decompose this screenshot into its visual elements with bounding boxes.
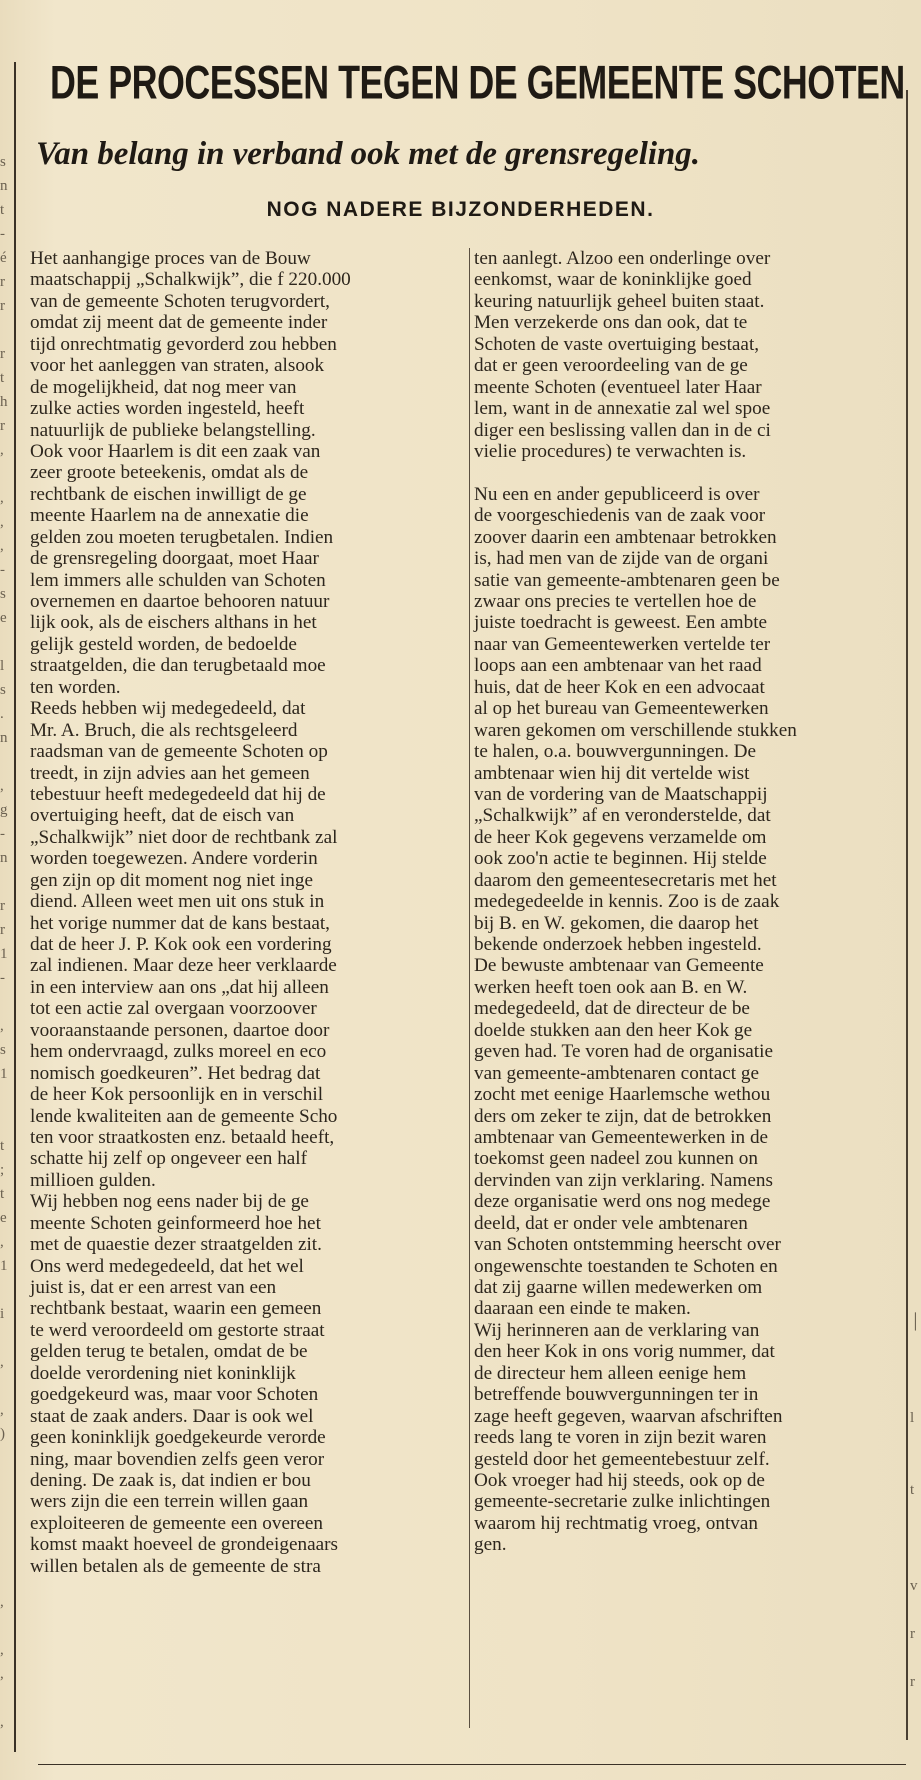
- text-line: ning, maar bovendien zelfs geen veror: [30, 1448, 325, 1470]
- text-line: natuurlijk de publieke belangstelling.: [30, 419, 316, 441]
- text-line: deze organisatie werd ons nog medege: [474, 1191, 771, 1213]
- text-line: Ons werd medegedeeld, dat het wel: [30, 1255, 304, 1277]
- text-line: dening. De zaak is, dat indien er bou: [30, 1469, 311, 1491]
- text-line: waarom hij rechtmatig vroeg, ontvan: [474, 1512, 758, 1534]
- text-line: zoover daarin een ambtenaar betrokken: [474, 526, 777, 548]
- text-line: de heer Kok gegevens verzamelde om: [474, 826, 767, 848]
- text-line: ten aanlegt. Alzoo een onderlinge over: [474, 248, 771, 269]
- text-line: bij B. en W. gekomen, die daarop het: [474, 912, 759, 934]
- text-line: „Schalkwijk” niet door de rechtbank zal: [30, 826, 338, 848]
- paragraph-gap: [474, 462, 904, 483]
- text-line: ook zoo'n actie te beginnen. Hij stelde: [474, 848, 767, 870]
- text-line: lem immers alle schulden van Schoten: [30, 569, 326, 591]
- text-line: het vorige nummer dat de kans bestaat,: [30, 912, 330, 934]
- text-line: gelijk gesteld worden, de bedoelde: [30, 633, 297, 655]
- text-line: de directeur hem alleen eenige hem: [474, 1362, 747, 1384]
- text-line: van de vordering van de Maatschappij: [474, 783, 768, 805]
- text-line: Schoten de vaste overtuiging bestaat,: [474, 333, 760, 355]
- text-line: naar van Gemeentewerken vertelde ter: [474, 633, 771, 655]
- text-line: rechtbank bestaat, waarin een gemeen: [30, 1298, 322, 1320]
- text-line: eenkomst, waar de koninklijke goed: [474, 269, 752, 291]
- text-line: daaraan een einde te maken.: [474, 1298, 691, 1320]
- article-subheadline: Van belang in verband ook met de grensregeling.: [36, 136, 701, 172]
- text-line: satie van gemeente-ambtenaren geen be: [474, 569, 780, 591]
- text-line: betreffende bouwvergunningen ter in: [474, 1384, 759, 1406]
- text-line: ders om zeker te zijn, dat de betrokken: [474, 1105, 772, 1127]
- text-line: gelden terug te betalen, omdat de be: [30, 1341, 308, 1363]
- text-line: al op het bureau van Gemeentewerken: [474, 698, 769, 720]
- text-line: dat er geen veroordeeling van de ge: [474, 355, 748, 377]
- text-line: de mogelijkheid, dat nog meer van: [30, 376, 297, 398]
- text-line: Men verzekerde ons dan ook, dat te: [474, 312, 748, 334]
- text-line: den heer Kok in ons vorig nummer, dat: [474, 1341, 775, 1363]
- text-line: Mr. A. Bruch, die als rechtsgeleerd: [30, 719, 298, 741]
- text-line: vooraanstaande personen, daartoe door: [30, 1019, 330, 1041]
- text-line: van de gemeente Schoten terugvordert,: [30, 290, 330, 312]
- text-line: tijd onrechtmatig gevorderd zou hebben: [30, 333, 337, 355]
- text-line: Reeds hebben wij medegedeeld, dat: [30, 698, 306, 720]
- text-line: lijk ook, als de eischers althans in het: [30, 612, 317, 634]
- text-line: gesteld door het gemeentebestuur zelf.: [474, 1448, 770, 1470]
- text-line: keuring natuurlijk geheel buiten staat.: [474, 290, 765, 312]
- text-line: ambtenaar van Gemeentewerken in de: [474, 1126, 769, 1148]
- text-line: zal indienen. Maar deze heer verklaarde: [30, 955, 337, 977]
- section-heading: NOG NADERE BIJZONDERHEDEN.: [266, 198, 655, 221]
- text-line: De bewuste ambtenaar van Gemeente: [474, 955, 764, 977]
- text-line: gelden zou moeten terugbetalen. Indien: [30, 526, 334, 548]
- text-line: deeld, dat er onder vele ambtenaren: [474, 1212, 748, 1234]
- text-line: vielie procedures) te verwachten is.: [474, 440, 747, 462]
- text-line: zocht met eenige Haarlemsche wethou: [474, 1084, 771, 1106]
- text-line: gemeente-secretarie zulke inlichtingen: [474, 1491, 771, 1513]
- text-line: staat de zaak anders. Daar is ook wel: [30, 1405, 314, 1427]
- text-line: loops aan een ambtenaar van het raad: [474, 655, 762, 677]
- text-line: ongewenschte toestanden te Schoten en: [474, 1255, 778, 1277]
- text-line: medegedeeld, dat de directeur de be: [474, 998, 750, 1020]
- text-line: te werd veroordeeld om gestorte straat: [30, 1319, 325, 1341]
- text-line: gen.: [474, 1534, 507, 1556]
- text-line: met de quaestie dezer straatgelden zit.: [30, 1234, 322, 1256]
- text-line: bekende onderzoek hebben ingesteld.: [474, 934, 762, 955]
- text-line: worden toegewezen. Andere vorderin: [30, 848, 318, 870]
- text-line: meente Schoten (eventueel later Haar: [474, 376, 762, 398]
- text-line: dervinden van zijn verklaring. Namens: [474, 1169, 773, 1191]
- text-line: is, had men van de zijde van de organi: [474, 548, 769, 570]
- text-line: werken heeft toen ook aan B. en W.: [474, 976, 748, 998]
- right-column-rule: [906, 90, 908, 1740]
- text-line: raadsman van de gemeente Schoten op: [30, 741, 328, 763]
- text-line: rechtbank de eischen inwilligt de ge: [30, 483, 307, 505]
- text-line: tot een actie zal overgaan voorzoover: [30, 998, 317, 1020]
- text-line: dat zij gaarne willen medewerken om: [474, 1277, 763, 1298]
- text-line: ambtenaar wien hij dit vertelde wist: [474, 762, 750, 784]
- text-line: Ook vroeger had hij steeds, ook op de: [474, 1469, 765, 1491]
- text-line: van Schoten ontstemming heerscht over: [474, 1234, 781, 1256]
- text-line: ten worden.: [30, 676, 121, 698]
- text-line: Nu een en ander gepubliceerd is over: [474, 483, 760, 505]
- text-line: lende kwaliteiten aan de gemeente Scho: [30, 1105, 338, 1127]
- text-line: Wij herinneren aan de verklaring van: [474, 1319, 760, 1341]
- text-line: wers zijn die een terrein willen gaan: [30, 1491, 309, 1513]
- text-line: zeer groote beteekenis, omdat als de: [30, 462, 309, 484]
- text-line: overnemen en daartoe behooren natuur: [30, 591, 330, 612]
- bottom-rule: [38, 1764, 906, 1765]
- text-line: voor het aanleggen van straten, alsook: [30, 355, 325, 377]
- text-line: maatschappij „Schalkwijk”, die f 220.000: [30, 269, 351, 291]
- text-line: hem ondervraagd, zulks moreel en eco: [30, 1041, 327, 1063]
- text-line: huis, dat de heer Kok en een advocaat: [474, 676, 765, 698]
- right-margin-fragments: │ l t v r r: [910, 1314, 921, 1690]
- text-line: zulke acties worden ingesteld, heeft: [30, 398, 305, 420]
- text-line: komst maakt hoeveel de grondeigenaars: [30, 1534, 338, 1556]
- text-line: nomisch goedkeuren”. Het bedrag dat: [30, 1062, 321, 1084]
- text-line: meente Haarlem na de annexatie die: [30, 505, 309, 527]
- text-line: geven had. Te voren had de organisatie: [474, 1041, 773, 1063]
- text-line: juist is, dat er een arrest van een: [30, 1277, 277, 1298]
- text-line: goedgekeurd was, maar voor Schoten: [30, 1384, 319, 1406]
- text-line: straatgelden, die dan terugbetaald moe: [30, 655, 326, 677]
- text-line: tebestuur heeft medegedeeld dat hij de: [30, 783, 326, 805]
- text-line: zwaar ons precies te vertellen hoe de: [474, 591, 757, 612]
- text-line: zage heeft gegeven, waarvan afschriften: [474, 1405, 783, 1427]
- text-line: waren gekomen om verschillende stukken: [474, 719, 797, 741]
- text-line: schatte hij zelf op ongeveer een half: [30, 1148, 308, 1170]
- text-line: toekomst geen nadeel zou kunnen on: [474, 1148, 758, 1170]
- left-column-rule: [14, 62, 16, 1752]
- text-line: reeds lang te voren in zijn bezit waren: [474, 1427, 767, 1449]
- text-line: treedt, in zijn advies aan het gemeen: [30, 762, 310, 784]
- text-line: willen betalen als de gemeente de stra: [30, 1555, 321, 1577]
- text-line: daarom den gemeentesecretaris met het: [474, 869, 777, 891]
- text-line: Ook voor Haarlem is dit een zaak van: [30, 440, 321, 462]
- text-line: overtuiging heeft, dat de eisch van: [30, 805, 295, 827]
- text-line: diger een beslissing vallen dan in de ci: [474, 419, 771, 441]
- text-line: de voorgeschiedenis van de zaak voor: [474, 505, 766, 527]
- text-line: te halen, o.a. bouwvergunningen. De: [474, 741, 757, 763]
- text-line: Wij hebben nog eens nader bij de ge: [30, 1191, 309, 1213]
- text-line: millioen gulden.: [30, 1169, 156, 1191]
- text-line: de grensregeling doorgaat, moet Haar: [30, 548, 319, 570]
- text-line: medegedeelde in kennis. Zoo is de zaak: [474, 891, 780, 913]
- article-column-1: [30, 248, 466, 1577]
- middle-column-rule: [469, 248, 470, 1728]
- text-line: in een interview aan ons „dat hij alleen: [30, 976, 329, 998]
- text-line: exploiteeren de gemeente een overeen: [30, 1512, 323, 1534]
- article-column-2: [474, 248, 904, 1556]
- text-line: omdat zij meent dat de gemeente inder: [30, 312, 328, 334]
- text-line: gen zijn op dit moment nog niet inge: [30, 869, 313, 891]
- article-headline: DE PROCESSEN TEGEN DE GEMEENTE SCHOTEN: [50, 56, 905, 109]
- text-line: van gemeente-ambtenaren contact ge: [474, 1062, 759, 1084]
- text-line: diend. Alleen weet men uit ons stuk in: [30, 891, 325, 913]
- text-line: de heer Kok persoonlijk en in verschil: [30, 1084, 324, 1106]
- text-line: lem, want in de annexatie zal wel spoe: [474, 398, 771, 420]
- text-line: juiste toedracht is geweest. Een ambte: [474, 612, 768, 634]
- text-line: dat de heer J. P. Kok ook een vordering: [30, 934, 332, 955]
- text-line: meente Schoten geinformeerd hoe het: [30, 1212, 321, 1234]
- text-line: geen koninklijk goedgekeurde verorde: [30, 1427, 326, 1449]
- text-line: „Schalkwijk” af en veronderstelde, dat: [474, 805, 771, 827]
- left-margin-fragments: s n t - é r r r t h r , , , , - s e l s . n , g - n r r 1 - , s 1 t ; t e , 1 i , , ) , , , ,: [0, 154, 8, 1730]
- text-line: ten voor straatkosten enz. betaald heeft,: [30, 1126, 335, 1148]
- text-line: Het aanhangige proces van de Bouw: [30, 248, 311, 269]
- text-line: doelde verordening niet koninklijk: [30, 1362, 296, 1384]
- text-line: doelde stukken aan den heer Kok ge: [474, 1019, 753, 1041]
